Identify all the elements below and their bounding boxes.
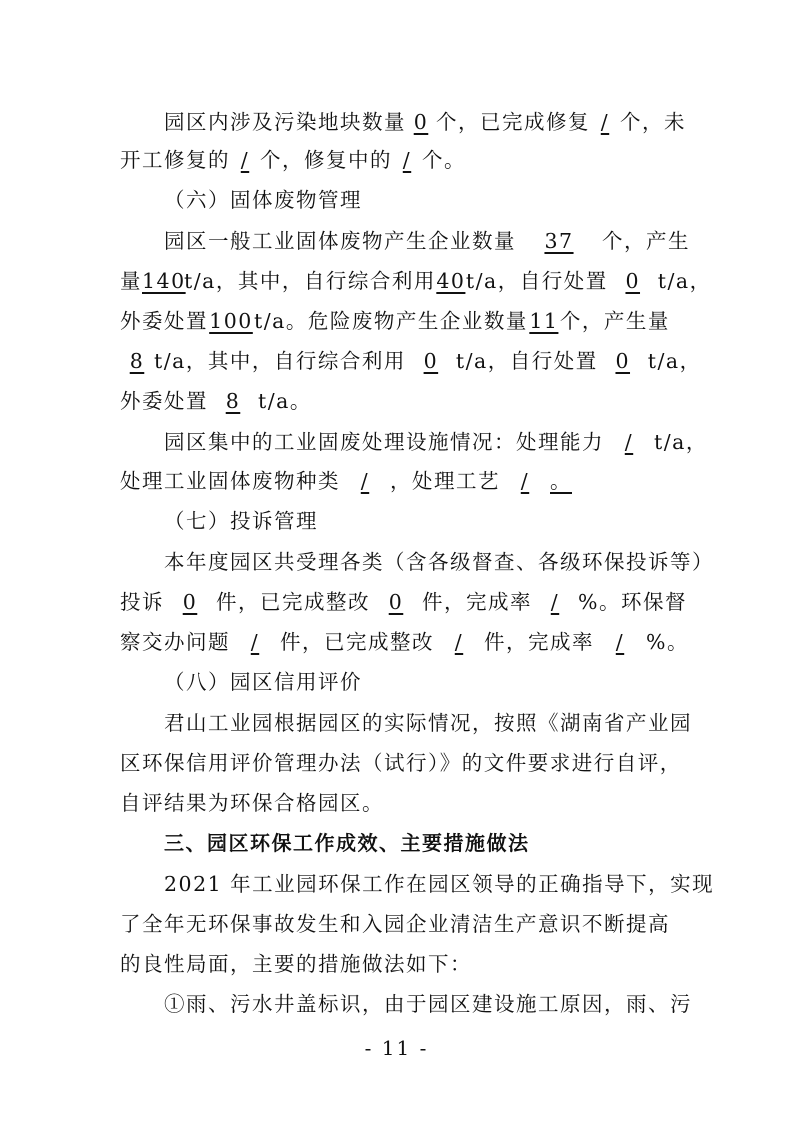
underlined-value: 0 [413,110,429,134]
underlined-value: 。 [550,469,572,493]
underlined-value: 0 [182,590,198,614]
section-heading: （七）投诉管理 [164,509,318,533]
page-number: - 11 - [364,1036,429,1060]
text-line: 君山工业园根据园区的实际情况，按照《湖南省产业园 [164,711,692,735]
underlined-value: 37 [544,229,574,253]
text-line: 量140t/a，其中，自行综合利用40t/a，自行处置 0 t/a， [120,266,680,296]
text-line: 处理工业固体废物种类 / ，处理工艺 / 。 [120,466,680,496]
text-line: 外委处置100t/a。危险废物产生企业数量11个，产生量 [120,306,680,336]
text-line: 区环保信用评价管理办法（试行）》的文件要求进行自评， [120,751,682,775]
underlined-value: / [250,630,260,654]
section-heading: （八）园区信用评价 [164,670,362,694]
underlined-value: 0 [615,349,631,373]
text-line: 本年度园区共受理各类（含各级督查、各级环保投诉等） [164,550,714,574]
text-line: 投诉 0 件，已完成整改 0 件，完成率 / %。环保督 [120,587,680,617]
underlined-value: / [240,148,250,172]
text-line: 园区内涉及污染地块数量 0 个，已完成修复 / 个，未 [164,107,680,137]
underlined-value: / [600,110,610,134]
text-line: 8 t/a，其中，自行综合利用 0 t/a，自行处置 0 t/a， [120,346,680,376]
text-line: 园区一般工业固体废物产生企业数量 37 个，产生 [164,226,680,256]
section-heading: （六）固体废物管理 [164,188,362,212]
text-line: 开工修复的 / 个，修复中的 / 个。 [120,145,680,175]
underlined-value: / [624,430,634,454]
underlined-value: / [615,630,625,654]
underlined-value: 0 [423,349,439,373]
underlined-value: 8 [225,389,241,413]
underlined-value: 11 [529,309,559,333]
underlined-value: / [550,590,560,614]
underlined-value: / [520,469,530,493]
underlined-value: 0 [388,590,404,614]
underlined-value: 100 [209,309,253,333]
text-line: 了全年无环保事故发生和入园企业清洁生产意识不断提高 [120,912,670,936]
underlined-value: / [454,630,464,654]
underlined-value: 8 [129,349,145,373]
text-line: 园区集中的工业固废处理设施情况：处理能力 / t/a， [164,427,680,457]
text-line: 自评结果为环保合格园区。 [120,791,384,815]
underlined-value: 140 [142,269,186,293]
text-line: 2021 年工业园环保工作在园区领导的正确指导下，实现 [164,872,715,896]
underlined-value: 0 [625,269,641,293]
text-line: 察交办问题 / 件，已完成整改 / 件，完成率 / %。 [120,627,680,657]
underlined-value: / [402,148,412,172]
text-line: ①雨、污水井盖标识，由于园区建设施工原因，雨、污 [164,992,692,1016]
underlined-value: 40 [436,269,466,293]
text-line: 外委处置 8 t/a。 [120,386,680,416]
text-line: 的良性局面，主要的措施做法如下： [120,952,472,976]
underlined-value: / [360,469,370,493]
section-heading: 三、园区环保工作成效、主要措施做法 [164,831,530,855]
